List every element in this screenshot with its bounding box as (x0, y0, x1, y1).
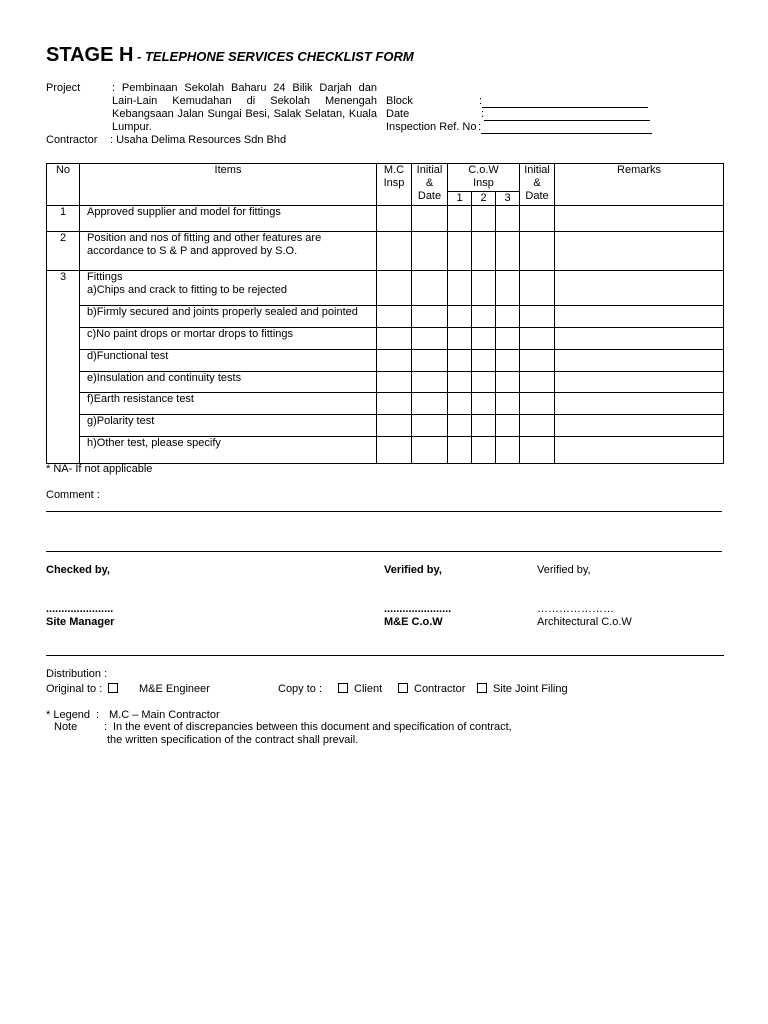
checkbox-icon[interactable] (108, 683, 118, 693)
cow-3-cell[interactable] (496, 206, 520, 232)
row-no: 1 (47, 206, 80, 232)
initial-2-cell[interactable] (520, 306, 555, 328)
initial-cell[interactable] (412, 393, 448, 415)
me-cow-role: M&E C.o.W (384, 616, 443, 628)
verified-by-label: Verified by, (384, 564, 442, 576)
date-colon: : (481, 108, 485, 120)
cow-1-cell[interactable] (448, 306, 472, 328)
row-item-h: h)Other test, please specify (80, 437, 377, 464)
row-item-f: f)Earth resistance test (80, 393, 377, 415)
initial-2-cell[interactable] (520, 328, 555, 350)
cow-1-cell[interactable] (448, 232, 472, 271)
initial-2-cell[interactable] (520, 393, 555, 415)
header-items: Items (80, 164, 377, 206)
distribution-label: Distribution : (46, 668, 108, 680)
cow-3-cell[interactable] (496, 306, 520, 328)
row-item: Position and nos of fitting and other features are accordance to S & P and approved by S.O. (80, 232, 377, 271)
header-cow-2: 2 (472, 192, 496, 206)
contractor-value: : Usaha Delima Resources Sdn Bhd (110, 134, 287, 146)
initial-cell[interactable] (412, 206, 448, 232)
cow-2-cell[interactable] (472, 393, 496, 415)
architectural-cow-role: Architectural C.o.W (537, 616, 632, 628)
cow-1-cell[interactable] (448, 415, 472, 437)
initial-2-cell[interactable] (520, 271, 555, 306)
legend-label: * Legend (46, 709, 91, 721)
initial-2-cell[interactable] (520, 372, 555, 393)
cow-3-cell[interactable] (496, 393, 520, 415)
comment-line-1[interactable] (46, 511, 722, 512)
header-no: No (47, 164, 80, 206)
remarks-cell[interactable] (555, 271, 724, 306)
initial-cell[interactable] (412, 328, 448, 350)
note-line-2: the written specification of the contract shall prevail. (107, 734, 359, 746)
checkbox-icon[interactable] (398, 683, 408, 693)
copy-client[interactable] (338, 683, 382, 696)
header-remarks: Remarks (555, 164, 724, 206)
legend-colon: : (96, 709, 100, 721)
header-initial-date: Initial & Date (412, 164, 448, 206)
initial-cell[interactable] (412, 350, 448, 372)
remarks-cell[interactable] (555, 415, 724, 437)
table-row (47, 206, 724, 232)
cow-3-cell[interactable] (496, 271, 520, 306)
me-engineer-label: M&E Engineer (139, 683, 210, 695)
mc-cell[interactable] (377, 206, 412, 232)
cow-3-cell[interactable] (496, 232, 520, 271)
remarks-cell[interactable] (555, 372, 724, 393)
row-item-b: b)Firmly secured and joints properly sealed and pointed (80, 306, 377, 328)
contractor-label: Contractor (46, 134, 98, 146)
initial-cell[interactable] (412, 415, 448, 437)
site-manager-role: Site Manager (46, 616, 115, 628)
cow-1-cell[interactable] (448, 393, 472, 415)
mc-cell[interactable] (377, 393, 412, 415)
checked-signature-line[interactable]: ...................... (46, 603, 114, 615)
mc-cell[interactable] (377, 372, 412, 393)
cow-3-cell[interactable] (496, 350, 520, 372)
row-item-g: g)Polarity test (80, 415, 377, 437)
header-cow-3: 3 (496, 192, 520, 206)
copy-site-joint-filing[interactable] (477, 683, 568, 696)
date-field[interactable] (481, 108, 650, 121)
copy-to-label: Copy to : (278, 683, 323, 695)
mc-cell[interactable] (377, 415, 412, 437)
table-row (47, 372, 724, 393)
cow-2-cell[interactable] (472, 206, 496, 232)
note-colon: : (104, 721, 108, 733)
initial-2-cell[interactable] (520, 415, 555, 437)
copy-contractor[interactable] (398, 683, 465, 696)
comment-label: Comment : (46, 489, 100, 501)
initial-cell[interactable] (412, 306, 448, 328)
table-row (47, 271, 724, 306)
cow-3-cell[interactable] (496, 328, 520, 350)
row-no: 2 (47, 232, 80, 271)
verified-by-label-2: Verified by, (537, 564, 591, 576)
initial-2-cell[interactable] (520, 437, 555, 464)
cow-3-cell[interactable] (496, 437, 520, 464)
row-item-a: a)Chips and crack to fitting to be rejected (87, 284, 287, 296)
initial-2-cell[interactable] (520, 206, 555, 232)
date-line (484, 109, 650, 121)
inspection-ref-label: Inspection Ref. No (386, 121, 477, 133)
mc-cell[interactable] (377, 271, 412, 306)
legend-text: M.C – Main Contractor (109, 709, 220, 721)
mc-cell[interactable] (377, 306, 412, 328)
original-me-engineer[interactable] (108, 683, 210, 696)
cow-1-cell[interactable] (448, 350, 472, 372)
fittings-heading: Fittings (87, 271, 123, 283)
comment-line-2[interactable] (46, 551, 722, 552)
client-label: Client (354, 683, 383, 695)
cow-2-cell[interactable] (472, 328, 496, 350)
page-title (46, 43, 414, 70)
remarks-cell[interactable] (555, 350, 724, 372)
remarks-cell[interactable] (555, 437, 724, 464)
remarks-cell[interactable] (555, 232, 724, 271)
inspection-ref-colon: : (478, 121, 482, 133)
verified-signature-line-2[interactable]: ………………… (537, 603, 614, 615)
cow-1-cell[interactable] (448, 206, 472, 232)
header-cow-insp: C.o.W Insp (448, 164, 520, 192)
cow-3-cell[interactable] (496, 372, 520, 393)
date-label: Date (386, 108, 410, 120)
table-row (47, 350, 724, 372)
table-row (47, 437, 724, 464)
checkbox-icon[interactable] (477, 683, 487, 693)
remarks-cell[interactable] (555, 306, 724, 328)
checked-by-label: Checked by, (46, 564, 110, 576)
cow-2-cell[interactable] (472, 271, 496, 306)
block-field[interactable] (479, 95, 648, 108)
inspection-ref-field[interactable] (478, 121, 652, 134)
cow-1-cell[interactable] (448, 328, 472, 350)
mc-cell[interactable] (377, 232, 412, 271)
stage-label: STAGE H (46, 44, 134, 66)
original-to-label: Original to : (46, 683, 103, 695)
verified-signature-line[interactable]: ...................... (384, 603, 452, 615)
cow-2-cell[interactable] (472, 415, 496, 437)
table-row (47, 232, 724, 271)
initial-cell[interactable] (412, 232, 448, 271)
cow-1-cell[interactable] (448, 271, 472, 306)
cow-2-cell[interactable] (472, 306, 496, 328)
note-line-1: In the event of discrepancies between this document and specification of contract, (113, 721, 512, 733)
cow-2-cell[interactable] (472, 437, 496, 464)
header-cow-1: 1 (448, 192, 472, 206)
initial-2-cell[interactable] (520, 350, 555, 372)
table-row (47, 306, 724, 328)
remarks-cell[interactable] (555, 206, 724, 232)
header-mc-insp: M.C Insp (377, 164, 412, 206)
mc-cell[interactable] (377, 437, 412, 464)
row-item-e: e)Insulation and continuity tests (80, 372, 377, 393)
checkbox-icon[interactable] (338, 683, 348, 693)
mc-cell[interactable] (377, 350, 412, 372)
na-note: * NA- If not applicable (46, 463, 153, 475)
note-label: Note (54, 721, 78, 733)
initial-2-cell[interactable] (520, 232, 555, 271)
form-subtitle: - TELEPHONE SERVICES CHECKLIST FORM (133, 49, 414, 64)
site-joint-filing-label: Site Joint Filing (493, 683, 568, 695)
project-value: : Pembinaan Sekolah Baharu 24 Bilik Darjah dan Lain-Lain Kemudahan di Sekolah Menengah Kebangsaan Jalan Sungai Besi, Salak Selatan, Kuala Lumpur. (112, 82, 377, 133)
table-row (47, 393, 724, 415)
section-divider (46, 655, 724, 656)
block-line (482, 96, 648, 108)
table-row (47, 415, 724, 437)
mc-cell[interactable] (377, 328, 412, 350)
initial-cell[interactable] (412, 437, 448, 464)
checklist-table (46, 163, 724, 464)
remarks-cell[interactable] (555, 328, 724, 350)
row-no: 3 (47, 271, 80, 464)
header-initial-date-2: Initial & Date (520, 164, 555, 206)
cow-2-cell[interactable] (472, 372, 496, 393)
initial-cell[interactable] (412, 372, 448, 393)
cow-2-cell[interactable] (472, 350, 496, 372)
block-colon: : (479, 95, 483, 107)
row-item-c: c)No paint drops or mortar drops to fittings (80, 328, 377, 350)
contractor-copy-label: Contractor (414, 683, 466, 695)
row-item (80, 271, 377, 306)
cow-1-cell[interactable] (448, 372, 472, 393)
table-row (47, 328, 724, 350)
cow-2-cell[interactable] (472, 232, 496, 271)
block-label: Block (386, 95, 413, 107)
cow-1-cell[interactable] (448, 437, 472, 464)
project-label: Project (46, 82, 81, 94)
initial-cell[interactable] (412, 271, 448, 306)
cow-3-cell[interactable] (496, 415, 520, 437)
row-item-d: d)Functional test (80, 350, 377, 372)
row-item: Approved supplier and model for fittings (80, 206, 377, 232)
remarks-cell[interactable] (555, 393, 724, 415)
inspection-ref-line (481, 122, 652, 134)
